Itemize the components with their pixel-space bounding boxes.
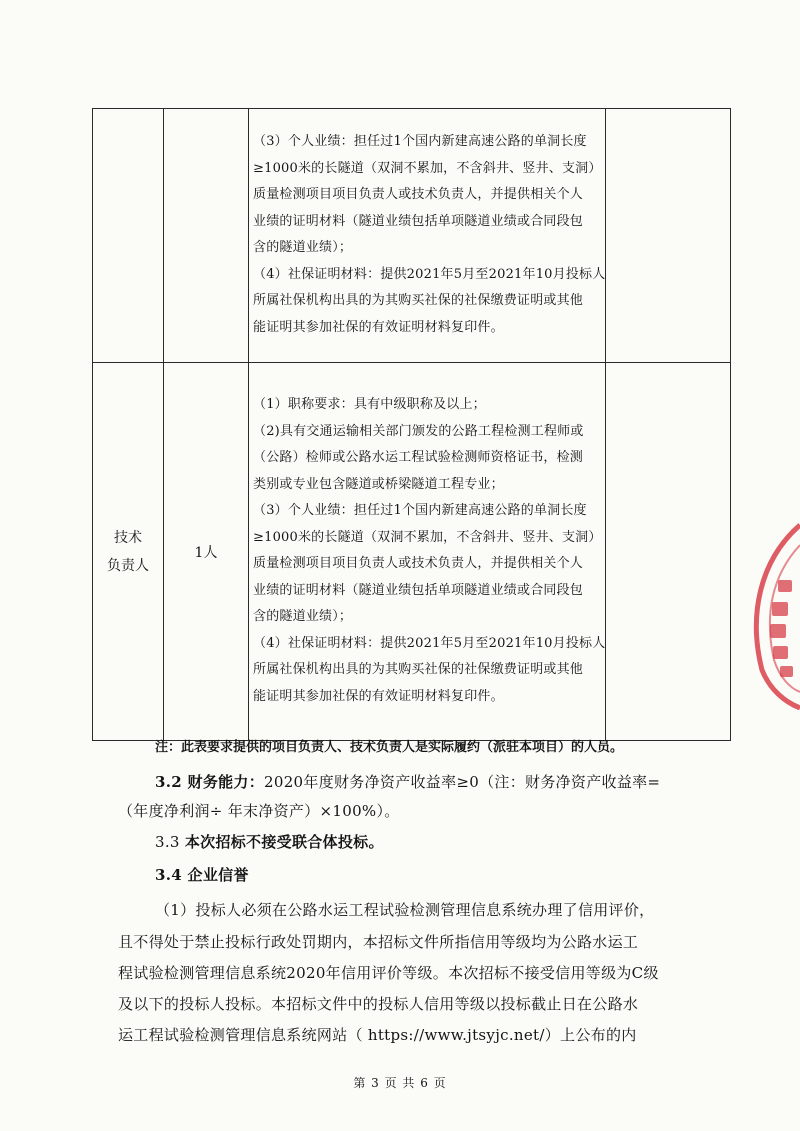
- requirement-line: （公路）检师或公路水运工程试验检测师资格证书，检测: [253, 450, 584, 465]
- requirement-line: （1）职称要求：具有中级职称及以上；: [253, 397, 486, 412]
- requirement-line: ≥1000米的长隧道（双洞不累加，不含斜井、竖井、支洞）: [253, 529, 602, 545]
- count-cell: 1人: [164, 363, 249, 741]
- requirement-line: 质量检测项目项目负责人或技术负责人，并提供相关个人: [253, 187, 584, 202]
- requirement-line: ≥1000米的长隧道（双洞不累加，不含斜井、竖井、支洞）: [253, 160, 602, 176]
- requirement-line: （3）个人业绩：担任过1个国内新建高速公路的单洞长度: [253, 134, 587, 149]
- requirement-line: （3）个人业绩：担任过1个国内新建高速公路的单洞长度: [253, 503, 587, 518]
- requirement-line: 所属社保机构出具的为其购买社保的社保缴费证明或其他: [253, 662, 584, 677]
- extra-cell-empty: [606, 363, 731, 741]
- section-3-3-num: 3.3: [155, 833, 180, 851]
- requirement-line: （4）社保证明材料：提供2021年5月至2021年10月投标人: [253, 635, 606, 651]
- extra-cell-empty: [606, 109, 731, 363]
- table-row: [93, 363, 731, 741]
- section-3-2-text2: （年度净利润÷ 年末净资产）×100%）。: [118, 802, 400, 820]
- requirement-line: 质量检测项目项目负责人或技术负责人，并提供相关个人: [253, 556, 584, 571]
- requirement-line: 所属社保机构出具的为其购买社保的社保缴费证明或其他: [253, 293, 584, 308]
- requirement-line: 业绩的证明材料（隧道业绩包括单项隧道业绩或合同段包: [253, 582, 584, 598]
- section-3-4-heading: [155, 864, 249, 885]
- section-3-4-line: 程试验检测管理信息系统2020年信用评价等级。本次招标不接受信用等级为C级: [118, 964, 659, 982]
- role-cell-empty: [93, 109, 164, 363]
- table-row: [93, 109, 731, 363]
- section-3-3: [155, 831, 384, 852]
- role-label-line1: 技术: [114, 529, 142, 546]
- page-footer: 第 3 页 共 6 页: [353, 1076, 447, 1090]
- requirement-line: 类别或专业包含隧道或桥梁隧道工程专业；: [253, 476, 504, 492]
- requirement-line: 业绩的证明材料（隧道业绩包括单项隧道业绩或合同段包: [253, 213, 584, 229]
- section-3-4-line: 运工程试验检测管理信息系统网站（ https://www.jtsyjc.net/）上公布的内: [118, 1026, 637, 1044]
- section-3-3-text: 本次招标不接受联合体投标。: [184, 833, 384, 851]
- personnel-requirements-table: [92, 108, 731, 741]
- company-seal-icon: [740, 520, 800, 710]
- role-cell: [93, 363, 164, 741]
- table-note: 注：此表要求提供的项目负责人、技术负责人是实际履约（派驻本项目）的人员。: [155, 740, 624, 755]
- section-3-4-line: 及以下的投标人投标。本招标文件中的投标人信用等级以投标截止日在公路水: [118, 995, 639, 1013]
- section-3-4-line: 且不得处于禁止投标行政处罚期内，本招标文件所指信用等级均为公路水运工: [118, 933, 639, 951]
- role-label-line2: 负责人: [107, 557, 149, 574]
- requirement-line: 含的隧道业绩）；: [253, 609, 353, 624]
- requirement-line: （4）社保证明材料：提供2021年5月至2021年10月投标人: [253, 266, 606, 282]
- section-3-4-heading-text: 3.4 企业信誉: [155, 866, 249, 884]
- requirement-line: 能证明其参加社保的有效证明材料复印件。: [253, 688, 504, 704]
- section-3-2-line1: [155, 771, 660, 792]
- requirement-line: 含的隧道业绩）；: [253, 240, 353, 255]
- requirement-line: （2)具有交通运输相关部门颁发的公路工程检测工程师或: [253, 423, 584, 439]
- section-3-2-heading: 3.2 财务能力：: [155, 773, 265, 791]
- requirements-cell: [249, 363, 606, 741]
- section-3-4-line: （1）投标人必须在公路水运工程试验检测管理信息系统办理了信用评价，: [155, 901, 655, 919]
- requirements-cell: [249, 109, 606, 363]
- section-3-2-text1: 2020年度财务净资产收益率≥0（注：财务净资产收益率=: [264, 773, 661, 791]
- count-cell-empty: [164, 109, 249, 363]
- requirement-line: 能证明其参加社保的有效证明材料复印件。: [253, 319, 504, 335]
